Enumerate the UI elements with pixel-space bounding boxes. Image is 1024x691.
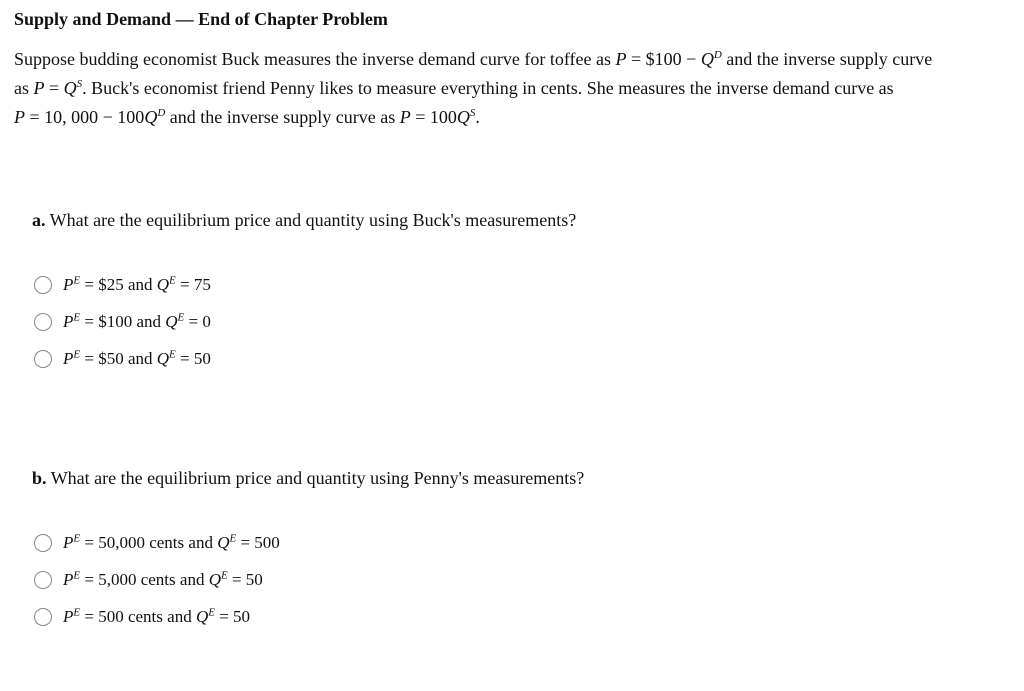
- math-q: Q: [156, 349, 170, 368]
- radio-button[interactable]: [34, 571, 52, 589]
- text: = 5,000 cents and: [80, 570, 209, 589]
- superscript: E: [73, 348, 81, 361]
- answer-option-b3[interactable]: [34, 607, 250, 627]
- question-text: What are the equilibrium price and quantity using Buck's measurements?: [45, 210, 577, 230]
- superscript: E: [73, 569, 81, 582]
- radio-button[interactable]: [34, 350, 52, 368]
- math-p: P: [399, 107, 411, 127]
- answer-option-a2[interactable]: [34, 312, 211, 332]
- answer-option-b1[interactable]: [34, 533, 280, 553]
- superscript: E: [73, 532, 81, 545]
- question-a: [32, 210, 576, 231]
- text: = 500: [236, 533, 280, 552]
- problem-line-3: [14, 103, 1014, 132]
- text: Suppose budding economist Buck measures the inverse demand curve for toffee as: [14, 49, 616, 69]
- superscript: E: [177, 311, 185, 324]
- superscript: E: [73, 606, 81, 619]
- problem-line-2: [14, 74, 1014, 103]
- text: . Buck's economist friend Penny likes to measure everything in cents. She measures the inverse demand curve as: [82, 78, 894, 98]
- text: .: [475, 107, 480, 127]
- superscript: E: [220, 569, 228, 582]
- text: and the inverse supply curve: [721, 49, 933, 69]
- superscript: E: [73, 311, 81, 324]
- math-q: Q: [208, 570, 221, 589]
- superscript: S: [469, 107, 476, 119]
- question-text: What are the equilibrium price and quantity using Penny's measurements?: [46, 468, 585, 488]
- math-p: P: [63, 607, 74, 626]
- text: =: [44, 78, 64, 98]
- text: = 0: [184, 312, 211, 331]
- radio-button[interactable]: [34, 534, 52, 552]
- answer-option-a1[interactable]: [34, 275, 211, 295]
- math-q: Q: [156, 275, 170, 294]
- question-b: [32, 468, 584, 489]
- radio-button[interactable]: [34, 276, 52, 294]
- superscript: E: [169, 274, 176, 287]
- text: = 10, 000 − 100: [25, 107, 145, 127]
- text: = 50: [227, 570, 263, 589]
- superscript: E: [73, 274, 81, 287]
- text: = $50 and: [80, 349, 157, 368]
- superscript: E: [208, 606, 215, 619]
- superscript: D: [157, 107, 166, 119]
- answer-option-b2[interactable]: [34, 570, 263, 590]
- question-label: a.: [32, 210, 46, 230]
- math-q: Q: [217, 533, 230, 552]
- math-q: Q: [700, 49, 714, 69]
- radio-button[interactable]: [34, 608, 52, 626]
- math-q: Q: [456, 107, 470, 127]
- math-p: P: [63, 533, 74, 552]
- text: = 75: [175, 275, 211, 294]
- page-title: Supply and Demand — End of Chapter Problem: [14, 9, 388, 29]
- math-q: Q: [63, 78, 77, 98]
- radio-button[interactable]: [34, 313, 52, 331]
- math-p: P: [14, 107, 25, 127]
- math-p: P: [63, 349, 74, 368]
- text: = $100 and: [80, 312, 166, 331]
- math-p: P: [615, 49, 627, 69]
- text: and the inverse supply curve as: [165, 107, 400, 127]
- problem-statement: [14, 45, 1014, 132]
- text: = 50,000 cents and: [80, 533, 218, 552]
- superscript: S: [76, 78, 83, 90]
- superscript: E: [229, 532, 237, 545]
- question-label: b.: [32, 468, 47, 488]
- math-p: P: [63, 312, 74, 331]
- text: = $25 and: [80, 275, 157, 294]
- text: = 50: [214, 607, 251, 626]
- text: as: [14, 78, 34, 98]
- superscript: D: [713, 49, 722, 61]
- math-p: P: [33, 78, 45, 98]
- text: = $100 −: [626, 49, 701, 69]
- answer-option-a3[interactable]: [34, 349, 211, 369]
- superscript: E: [169, 348, 176, 361]
- math-q: Q: [195, 607, 209, 626]
- math-p: P: [63, 570, 74, 589]
- math-p: P: [63, 275, 74, 294]
- text: = 50: [175, 349, 211, 368]
- problem-line-1: [14, 45, 1014, 74]
- math-q: Q: [165, 312, 178, 331]
- math-q: Q: [144, 107, 158, 127]
- text: = 100: [410, 107, 457, 127]
- text: = 500 cents and: [80, 607, 196, 626]
